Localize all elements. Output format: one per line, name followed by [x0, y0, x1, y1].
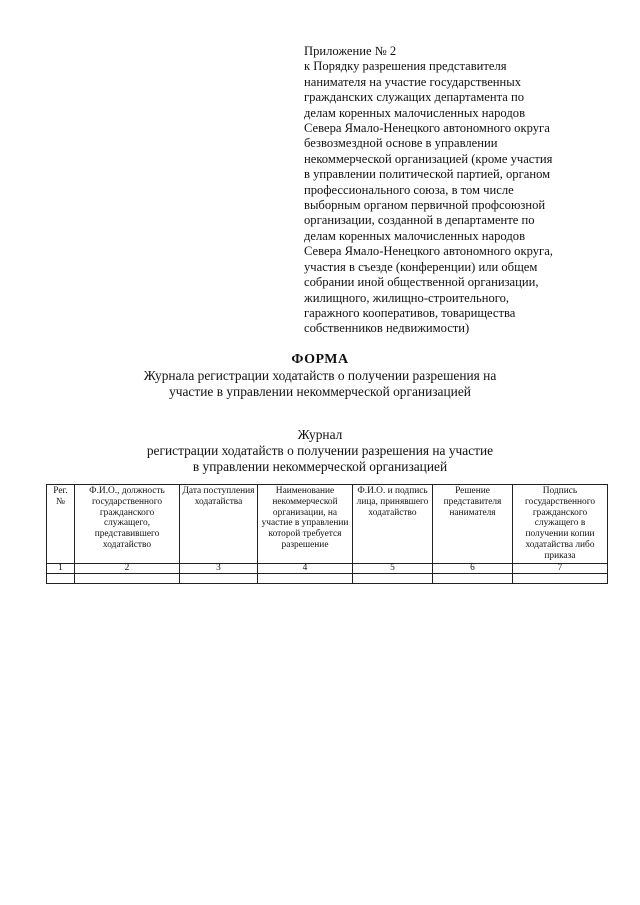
appendix-line: собрании иной общественной организации,: [304, 275, 539, 290]
number-cell: 5: [353, 563, 433, 573]
journal-title: Журнал: [297, 427, 343, 442]
table-number-row: [47, 563, 608, 573]
journal-subtitle-line: регистрации ходатайств о получении разрешения на участие: [146, 443, 494, 458]
appendix-line: делам коренных малочисленных народов: [304, 105, 526, 120]
header-cell-receiver: Ф.И.О. и подпись лица, принявшего ходатайство: [353, 485, 433, 564]
appendix-line: гаражного кооперативов, товарищества: [304, 305, 516, 320]
empty-cell: [433, 573, 513, 583]
appendix-line: выборным органом первичной профсоюзной: [304, 198, 546, 213]
appendix-line: жилищного, жилищно-строительного,: [304, 290, 510, 305]
appendix-line: делам коренных малочисленных народов: [304, 228, 526, 243]
number-cell: 2: [75, 563, 180, 573]
appendix-heading: Приложение № 2: [304, 44, 397, 58]
form-subtitle-line: участие в управлении некоммерческой организацией: [169, 383, 471, 399]
table-header-row: [47, 485, 608, 564]
appendix-line: профессионального союза, в том числе: [304, 182, 514, 197]
form-subtitle-line: Журнала регистрации ходатайств о получении разрешения на: [143, 368, 497, 383]
appendix-line: в управлении политической партией, органом: [304, 167, 551, 182]
appendix-line: нанимателя на участие государственных: [304, 74, 522, 89]
header-cell-employee: Ф.И.О., должность государственного гражданского служащего, представившего ходатайство: [75, 485, 180, 564]
appendix-line: Севера Ямало-Ненецкого автономного округа: [304, 121, 550, 136]
empty-cell: [180, 573, 258, 583]
journal-subtitle-line: в управлении некоммерческой организацией: [192, 458, 448, 474]
appendix-line: гражданских служащих департамента по: [304, 90, 524, 105]
form-subtitle: [0, 368, 640, 399]
number-cell: 1: [47, 563, 75, 573]
appendix-block: [304, 44, 624, 337]
form-title: ФОРМА: [291, 352, 349, 367]
appendix-line: участия в съезде (конференции) или общем: [304, 259, 538, 274]
appendix-line: безвозмездной основе в управлении: [304, 136, 498, 151]
header-cell-reg-number: Рег. №: [47, 485, 75, 564]
empty-cell: [47, 573, 75, 583]
empty-cell: [258, 573, 353, 583]
table-empty-row: [47, 573, 608, 583]
appendix-line: собственников недвижимости): [304, 321, 470, 336]
appendix-line: организации, созданной в департаменте по: [304, 213, 535, 228]
header-cell-organization: Наименование некоммерческой организации, на участие в управлении которой требуется разрешение: [258, 485, 353, 564]
empty-cell: [513, 573, 608, 583]
empty-cell: [75, 573, 180, 583]
empty-cell: [353, 573, 433, 583]
number-cell: 7: [513, 563, 608, 573]
journal-table: [46, 484, 608, 584]
header-cell-signature: Подпись государственного гражданского служащего в получении копии ходатайства либо приказа: [513, 485, 608, 564]
appendix-line: некоммерческой организацией (кроме участия: [304, 151, 553, 166]
number-cell: 4: [258, 563, 353, 573]
journal-subtitle: [0, 443, 640, 474]
number-cell: 6: [433, 563, 513, 573]
header-cell-decision: Решение представителя нанимателя: [433, 485, 513, 564]
number-cell: 3: [180, 563, 258, 573]
header-cell-date: Дата поступления ходатайства: [180, 485, 258, 564]
appendix-line: к Порядку разрешения представителя: [304, 59, 507, 74]
appendix-line: Севера Ямало-Ненецкого автономного округа,: [304, 244, 553, 259]
